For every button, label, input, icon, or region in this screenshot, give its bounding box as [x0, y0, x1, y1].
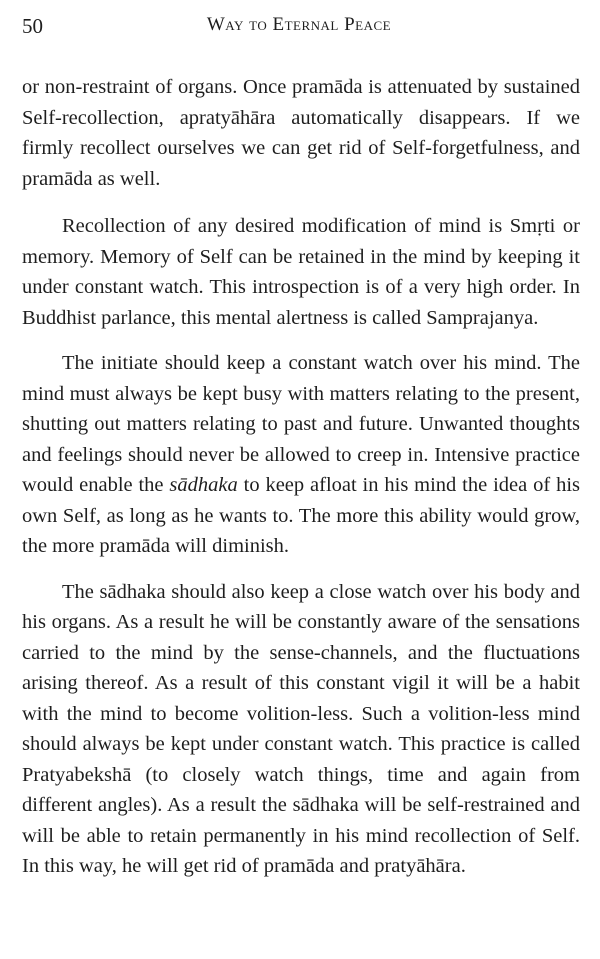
- body-text: [22, 72, 580, 882]
- page-header: [22, 14, 576, 44]
- paragraph-pratyabeksha: The sādhaka should also keep a close watch over his body and his organs. As a result he will be constantly aware of the sensations carried to the mind by the sense-channels, and the fluctuations arising thereof. As a result of this constant vigil it will be a habit with the mind to become volition-less. Such a volition-less mind should always be kept under constant watch. This practice is called Pratyabekshā (to closely watch things, time and again from different angles). As a result the sādhaka will be self-restrained and will be able to retain permanently in his mind recollection of Self. In this way, he will get rid of pramāda and pratyāhāra.: [22, 580, 580, 877]
- paragraph-text-end: to keep afloat in his mind the idea of his own Self, as long as he wants to. The more this ability would grow, the more pramāda will diminish.: [22, 474, 580, 557]
- page-number: 50: [22, 14, 43, 38]
- italic-term-sadhaka: sādhaka: [169, 474, 238, 496]
- paragraph-constant-watch: [22, 348, 580, 562]
- running-title: Way to Eternal Peace: [206, 14, 392, 35]
- paragraph-smrti: Recollection of any desired modification of mind is Smṛti or memory. Memory of Self can be retained in the mind by keeping it under constant watch. This introspection is of a very high order. In Buddhist parlance, this mental alertness is called Samprajanya.: [22, 215, 580, 329]
- paragraph-text-start: The initiate should keep a constant watch over his mind. The mind must always be kept busy with matters relating to the present, shutting out matters relating to past and future. Unwanted thoughts and feelings should never be allowed to creep in. Intensive practice would enable the: [22, 352, 580, 496]
- paragraph-continued: or non-restraint of organs. Once pramāda is attenuated by sustained Self-recollection, apratyāhāra automatically disappears. If we firmly recollect ourselves we can get rid of Self-forgetfulness, and pramāda as well.: [22, 76, 580, 190]
